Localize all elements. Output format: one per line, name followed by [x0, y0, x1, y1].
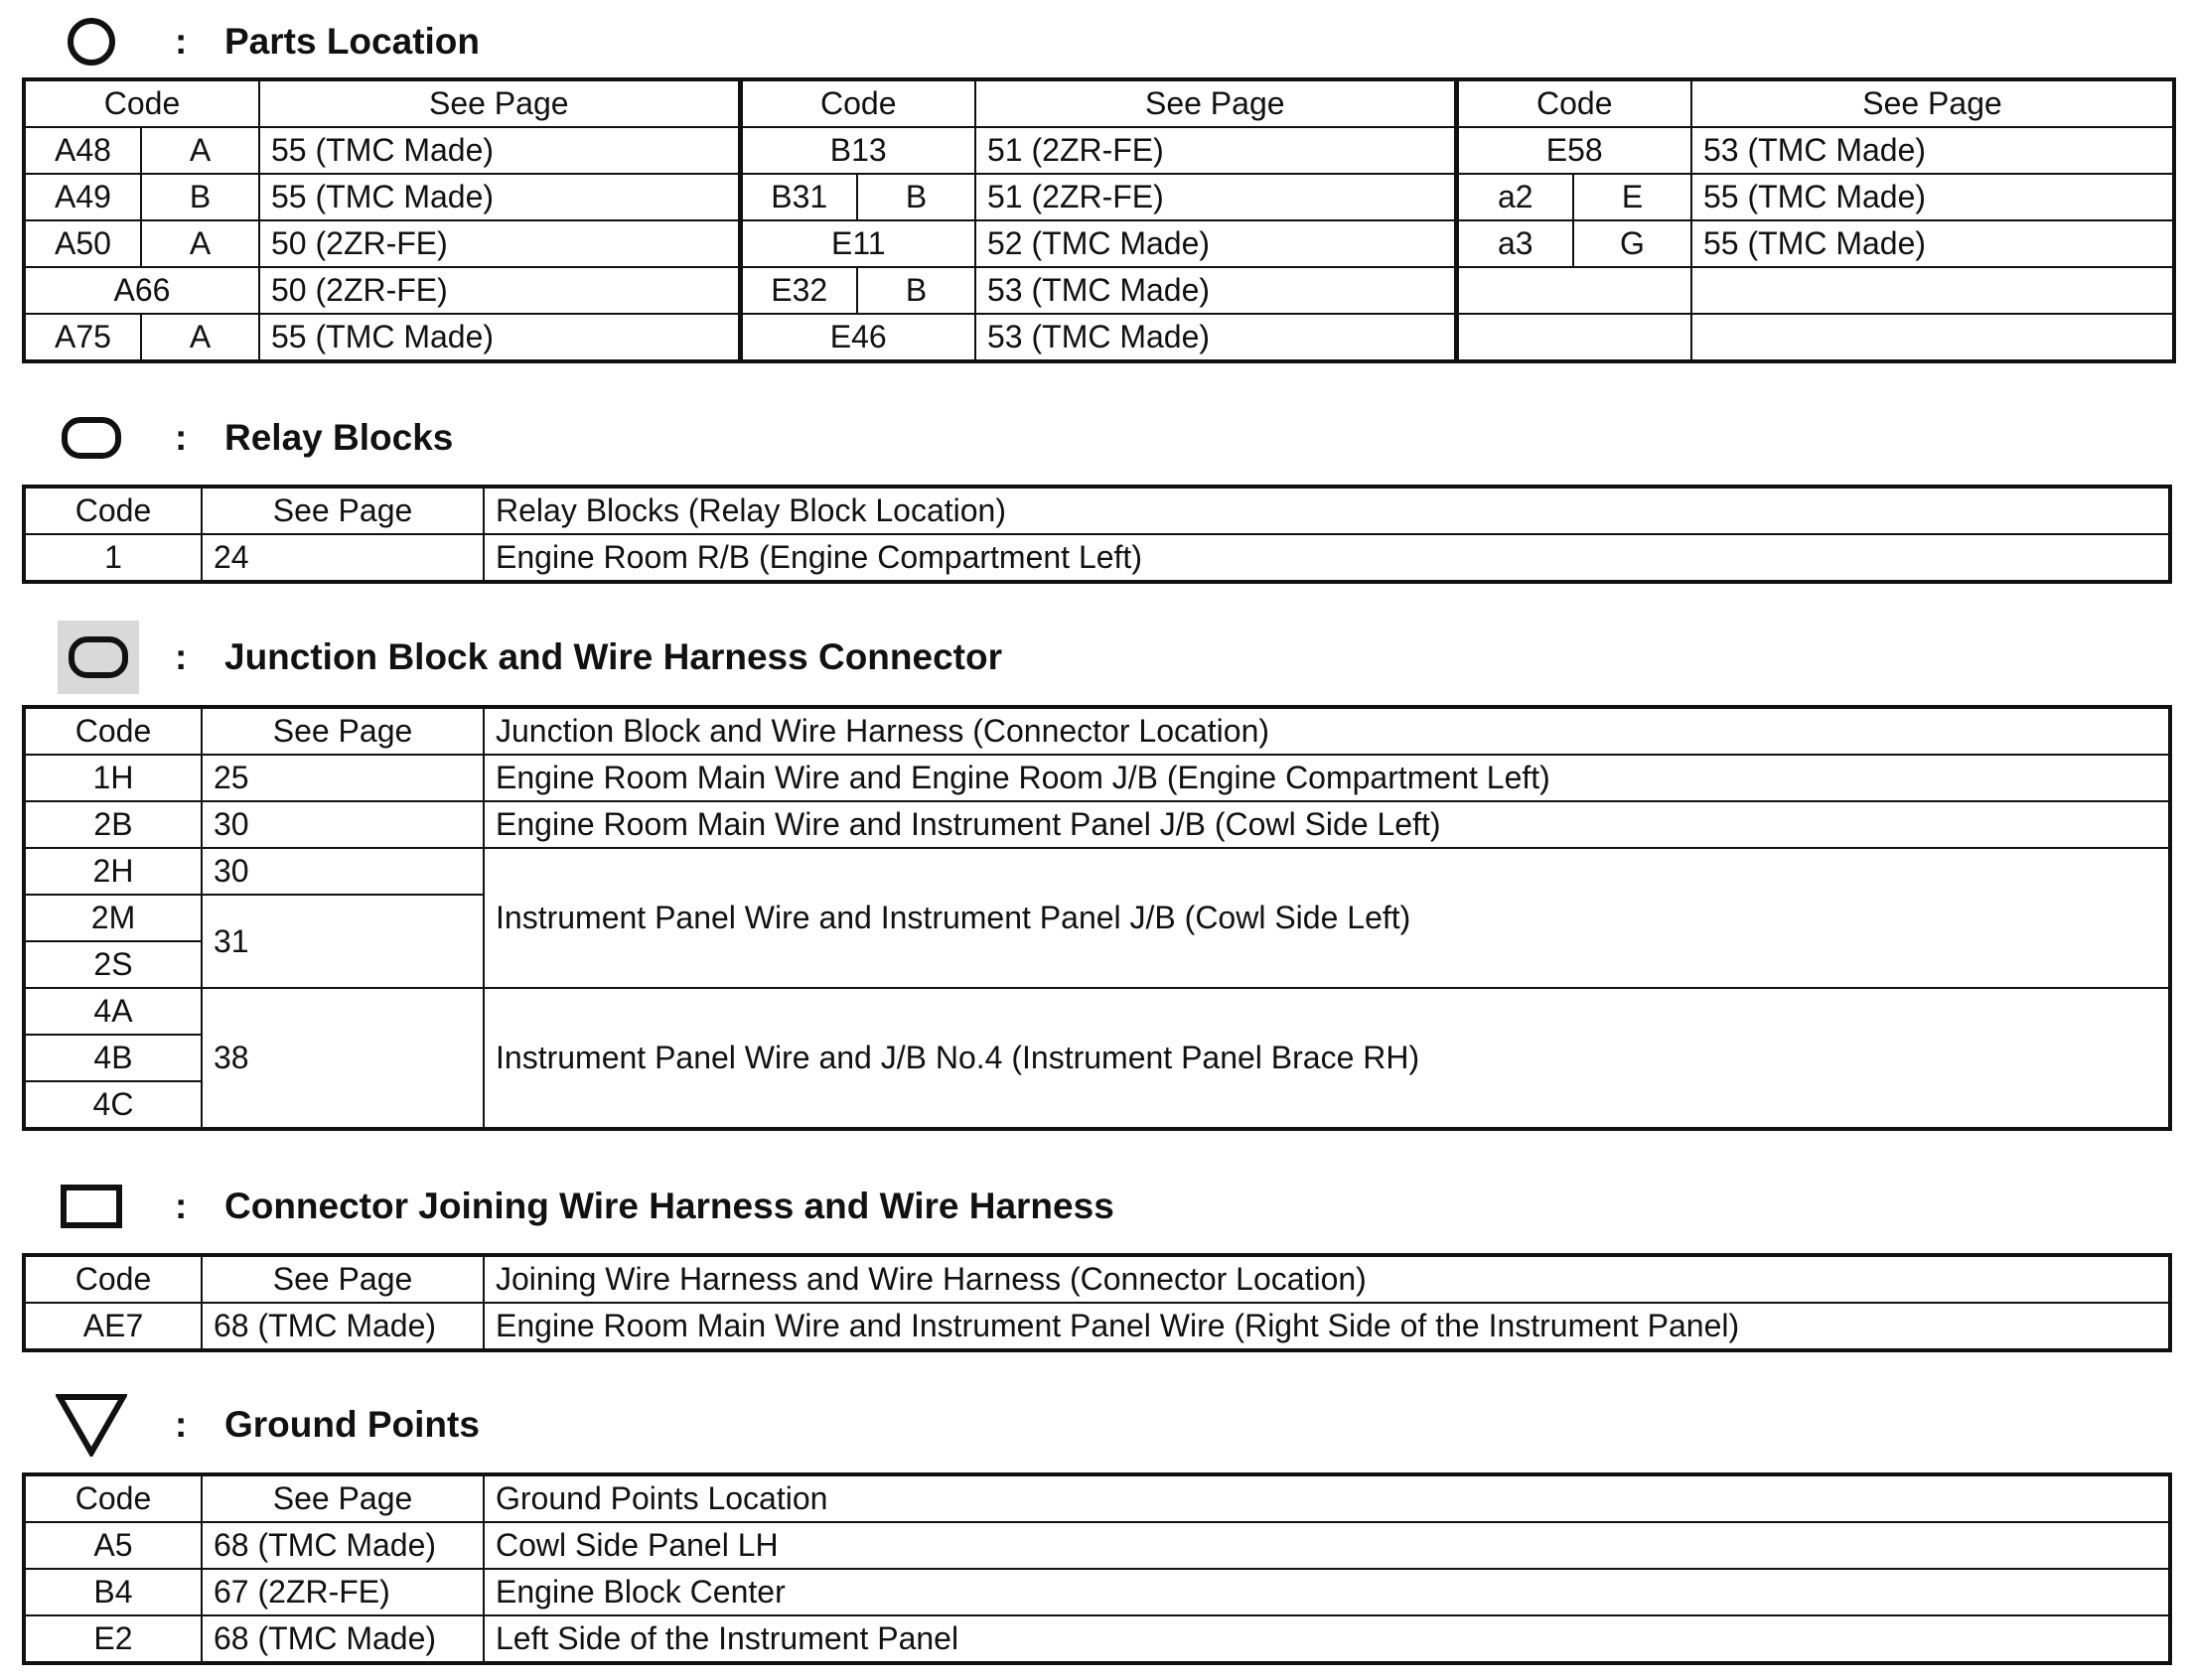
table-header-row [24, 1474, 2170, 1522]
page-cell: 55 (TMC Made) [259, 314, 740, 361]
description-cell: Engine Room Main Wire and Engine Room J/B (Engine Compartment Left) [484, 755, 2170, 801]
code-cell: A48 [24, 127, 141, 174]
code-cell: a3 [1456, 220, 1573, 267]
header-see-page: See Page [202, 707, 484, 755]
description-cell: Engine Room R/B (Engine Compartment Left) [484, 534, 2170, 582]
table-row [24, 1303, 2170, 1350]
table-row [24, 988, 2170, 1035]
code-cell: 2M [24, 895, 202, 941]
table-row [24, 127, 2174, 174]
header-see-page: See Page [202, 487, 484, 534]
table-row [24, 267, 2174, 314]
page-cell: 55 (TMC Made) [1691, 220, 2174, 267]
page-cell: 30 [202, 801, 484, 848]
page-cell: 31 [202, 895, 484, 988]
ground-points-heading [56, 1385, 480, 1465]
junction-block-heading [56, 618, 1002, 697]
sub-code-cell: E [1573, 174, 1691, 220]
sub-code-cell: A [141, 314, 259, 361]
page-cell: 68 (TMC Made) [202, 1615, 484, 1663]
circle-icon [56, 6, 127, 77]
section-title: Connector Joining Wire Harness and Wire Harness [224, 1186, 1114, 1226]
header-description: Joining Wire Harness and Wire Harness (Connector Location) [484, 1255, 2170, 1303]
table-header-row [24, 487, 2170, 534]
header-description: Junction Block and Wire Harness (Connector Location) [484, 707, 2170, 755]
page-cell: 67 (2ZR-FE) [202, 1569, 484, 1615]
table-row [24, 1522, 2170, 1569]
section-colon: : [175, 417, 188, 458]
sub-code-cell: A [141, 127, 259, 174]
code-cell: 4A [24, 988, 202, 1035]
connector-joining-heading [56, 1167, 1114, 1246]
header-code: Code [24, 79, 259, 127]
page-cell: 30 [202, 848, 484, 895]
table-row [24, 534, 2170, 582]
page-cell: 55 (TMC Made) [259, 174, 740, 220]
header-see-page: See Page [202, 1255, 484, 1303]
junction-block-table [22, 705, 2172, 1131]
section-title: Parts Location [224, 21, 480, 62]
empty-cell [1456, 267, 1691, 314]
table-row [24, 755, 2170, 801]
section-title: Junction Block and Wire Harness Connector [224, 636, 1002, 677]
table-row [24, 801, 2170, 848]
header-code: Code [24, 707, 202, 755]
code-cell: E46 [740, 314, 975, 361]
page-cell: 55 (TMC Made) [259, 127, 740, 174]
code-cell: A75 [24, 314, 141, 361]
code-cell: E32 [740, 267, 857, 314]
header-code: Code [740, 79, 975, 127]
code-cell: E11 [740, 220, 975, 267]
header-description: Ground Points Location [484, 1474, 2170, 1522]
relay-blocks-heading [56, 398, 453, 478]
code-cell: A49 [24, 174, 141, 220]
code-cell: B4 [24, 1569, 202, 1615]
header-code: Code [24, 1474, 202, 1522]
code-cell: 4C [24, 1081, 202, 1129]
table-header-row [24, 79, 2174, 127]
sub-code-cell: G [1573, 220, 1691, 267]
table-row [24, 848, 2170, 895]
description-cell: Engine Block Center [484, 1569, 2170, 1615]
page-cell: 68 (TMC Made) [202, 1522, 484, 1569]
section-colon: : [175, 1186, 188, 1226]
section-title: Ground Points [224, 1404, 480, 1445]
header-code: Code [1456, 79, 1691, 127]
page-cell: 55 (TMC Made) [1691, 174, 2174, 220]
sub-code-cell: B [141, 174, 259, 220]
empty-cell [1691, 314, 2174, 361]
code-cell: E2 [24, 1615, 202, 1663]
page-cell: 50 (2ZR-FE) [259, 220, 740, 267]
relay-blocks-table [22, 485, 2172, 584]
header-see-page: See Page [1691, 79, 2174, 127]
code-cell: AE7 [24, 1303, 202, 1350]
code-cell: 4B [24, 1035, 202, 1081]
code-cell: E58 [1456, 127, 1691, 174]
code-cell: A5 [24, 1522, 202, 1569]
sub-code-cell: B [857, 174, 975, 220]
header-see-page: See Page [259, 79, 740, 127]
description-cell: Engine Room Main Wire and Instrument Panel Wire (Right Side of the Instrument Panel) [484, 1303, 2170, 1350]
section-colon: : [175, 21, 188, 62]
code-cell: B31 [740, 174, 857, 220]
empty-cell [1456, 314, 1691, 361]
sub-code-cell: B [857, 267, 975, 314]
header-description: Relay Blocks (Relay Block Location) [484, 487, 2170, 534]
description-cell: Instrument Panel Wire and Instrument Panel J/B (Cowl Side Left) [484, 848, 2170, 988]
code-cell: 2B [24, 801, 202, 848]
description-cell: Instrument Panel Wire and J/B No.4 (Instrument Panel Brace RH) [484, 988, 2170, 1129]
header-code: Code [24, 487, 202, 534]
section-title: Relay Blocks [224, 417, 454, 458]
section-colon: : [175, 1404, 188, 1445]
code-cell: A66 [24, 267, 259, 314]
description-cell: Cowl Side Panel LH [484, 1522, 2170, 1569]
code-cell: 2H [24, 848, 202, 895]
description-cell: Engine Room Main Wire and Instrument Panel J/B (Cowl Side Left) [484, 801, 2170, 848]
parts-location-heading [56, 2, 480, 81]
page-cell: 53 (TMC Made) [1691, 127, 2174, 174]
rounded-rect-icon [56, 402, 127, 474]
page-cell: 25 [202, 755, 484, 801]
connector-joining-table [22, 1253, 2172, 1352]
section-colon: : [175, 636, 188, 677]
code-cell: A50 [24, 220, 141, 267]
description-cell: Left Side of the Instrument Panel [484, 1615, 2170, 1663]
page-cell: 53 (TMC Made) [975, 267, 1456, 314]
table-row [24, 314, 2174, 361]
table-row [24, 1615, 2170, 1663]
code-cell: 1H [24, 755, 202, 801]
page-cell: 50 (2ZR-FE) [259, 267, 740, 314]
header-see-page: See Page [202, 1474, 484, 1522]
page-cell: 51 (2ZR-FE) [975, 174, 1456, 220]
empty-cell [1691, 267, 2174, 314]
rectangle-icon [56, 1171, 127, 1242]
header-see-page: See Page [975, 79, 1456, 127]
code-cell: B13 [740, 127, 975, 174]
code-cell: 2S [24, 941, 202, 988]
ground-points-table [22, 1472, 2172, 1665]
table-row [24, 174, 2174, 220]
header-code: Code [24, 1255, 202, 1303]
code-cell: a2 [1456, 174, 1573, 220]
sub-code-cell: A [141, 220, 259, 267]
page-cell: 68 (TMC Made) [202, 1303, 484, 1350]
page-cell: 24 [202, 534, 484, 582]
parts-location-table [22, 77, 2176, 363]
code-cell: 1 [24, 534, 202, 582]
shaded-rounded-rect-icon [58, 621, 139, 694]
table-row [24, 220, 2174, 267]
down-triangle-icon [56, 1389, 127, 1461]
table-row [24, 1569, 2170, 1615]
page-cell: 51 (2ZR-FE) [975, 127, 1456, 174]
table-header-row [24, 707, 2170, 755]
table-header-row [24, 1255, 2170, 1303]
page-cell: 52 (TMC Made) [975, 220, 1456, 267]
page-cell: 53 (TMC Made) [975, 314, 1456, 361]
page-cell: 38 [202, 988, 484, 1129]
